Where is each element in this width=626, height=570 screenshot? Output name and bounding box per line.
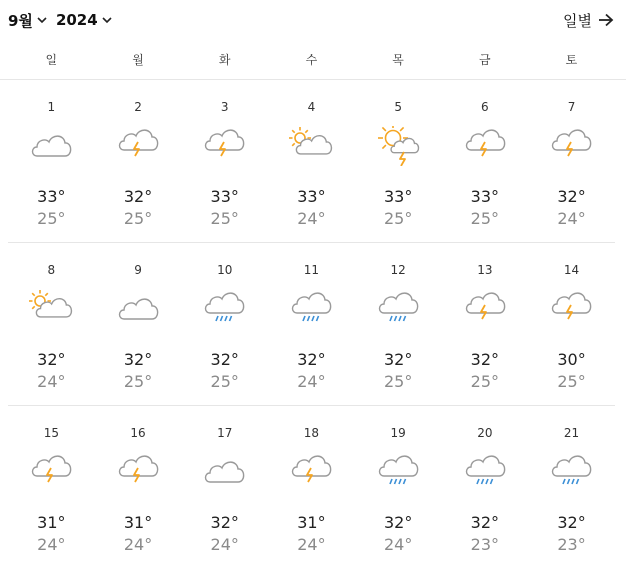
thunder-icon — [116, 452, 160, 492]
low-temp: 25° — [470, 209, 500, 228]
daily-view-link[interactable] — [563, 8, 614, 32]
day-number: 21 — [563, 426, 580, 440]
weekday-thu: 목 — [392, 53, 404, 67]
high-temp: 32° — [470, 513, 500, 532]
low-temp: 24° — [123, 535, 153, 554]
high-temp: 32° — [557, 187, 586, 206]
low-temp: 24° — [37, 535, 66, 554]
cloudy-icon — [202, 452, 246, 492]
high-temp: 32° — [210, 350, 239, 369]
high-temp: 33° — [383, 187, 413, 206]
day-cell[interactable] — [528, 82, 615, 244]
high-temp: 33° — [210, 187, 239, 206]
cloudy-icon — [29, 126, 73, 166]
high-temp: 33° — [297, 187, 326, 206]
day-cell[interactable] — [268, 408, 355, 570]
low-temp: 24° — [557, 209, 586, 228]
year-dropdown[interactable] — [56, 11, 121, 29]
high-temp: 31° — [123, 513, 153, 532]
high-temp: 33° — [37, 187, 66, 206]
low-temp: 24° — [37, 372, 66, 391]
day-number: 13 — [477, 263, 493, 277]
daily-view-label: 일별 — [563, 11, 592, 30]
week-row — [8, 82, 615, 244]
high-temp: 32° — [37, 350, 66, 369]
day-cell[interactable] — [442, 408, 529, 570]
weekday-sun: 일 — [45, 53, 58, 67]
thunder-icon — [29, 452, 73, 492]
thunder-icon — [116, 126, 160, 166]
high-temp: 31° — [297, 513, 326, 532]
weekday-sat: 토 — [565, 53, 578, 67]
day-cell[interactable] — [95, 245, 182, 407]
low-temp: 23° — [557, 535, 586, 554]
rain-icon — [376, 289, 420, 329]
rain-icon — [463, 452, 507, 492]
month-year-selector — [8, 8, 121, 32]
day-number: 6 — [481, 100, 489, 114]
weekday-mon: 월 — [132, 53, 144, 67]
day-cell[interactable] — [95, 408, 182, 570]
thunder-icon — [463, 126, 507, 166]
thunder-icon — [202, 126, 246, 166]
day-cell[interactable] — [181, 82, 268, 244]
high-temp: 32° — [470, 350, 500, 369]
low-temp: 25° — [383, 372, 413, 391]
week-row — [8, 245, 615, 407]
rain-icon — [202, 289, 246, 329]
low-temp: 25° — [123, 209, 153, 228]
high-temp: 32° — [210, 513, 239, 532]
chevron-down-icon — [36, 14, 48, 26]
header-divider — [0, 79, 626, 80]
week-row — [8, 408, 615, 570]
low-temp: 24° — [297, 372, 326, 391]
high-temp: 32° — [123, 350, 153, 369]
low-temp: 24° — [297, 535, 326, 554]
low-temp: 24° — [210, 535, 239, 554]
high-temp: 33° — [470, 187, 500, 206]
day-number: 12 — [390, 263, 406, 277]
day-cell[interactable] — [8, 82, 95, 244]
day-number: 20 — [477, 426, 493, 440]
day-number: 16 — [130, 426, 146, 440]
high-temp: 31° — [37, 513, 66, 532]
low-temp: 25° — [210, 372, 239, 391]
low-temp: 25° — [557, 372, 586, 391]
low-temp: 23° — [470, 535, 500, 554]
low-temp: 24° — [383, 535, 413, 554]
high-temp: 32° — [297, 350, 326, 369]
day-number: 8 — [47, 263, 56, 277]
day-number: 18 — [303, 426, 320, 440]
sun-thunder-icon — [376, 126, 420, 166]
day-number: 5 — [394, 100, 402, 114]
day-number: 10 — [217, 263, 233, 277]
day-cell[interactable] — [268, 82, 355, 244]
day-number: 7 — [567, 100, 576, 114]
high-temp: 30° — [557, 350, 586, 369]
arrow-right-icon — [598, 13, 614, 27]
rain-icon — [289, 289, 333, 329]
weekday-header-row — [8, 46, 615, 74]
day-cell[interactable] — [8, 408, 95, 570]
day-number: 9 — [134, 263, 142, 277]
day-number: 19 — [390, 426, 406, 440]
low-temp: 24° — [297, 209, 326, 228]
low-temp: 25° — [37, 209, 66, 228]
day-number: 17 — [217, 426, 233, 440]
day-cell[interactable] — [528, 408, 615, 570]
day-number: 4 — [307, 100, 316, 114]
day-cell[interactable] — [95, 82, 182, 244]
low-temp: 25° — [123, 372, 153, 391]
year-label: 2024 — [55, 11, 98, 29]
day-number: 15 — [43, 426, 59, 440]
day-cell[interactable] — [181, 408, 268, 570]
week-divider — [8, 405, 615, 406]
month-dropdown[interactable] — [8, 10, 56, 31]
day-cell[interactable] — [355, 245, 442, 407]
cloudy-icon — [116, 289, 160, 329]
rain-icon — [376, 452, 420, 492]
chevron-down-icon — [101, 14, 113, 26]
low-temp: 25° — [383, 209, 413, 228]
partly-cloudy-icon — [289, 126, 333, 166]
day-cell[interactable] — [181, 245, 268, 407]
day-cell[interactable] — [8, 245, 95, 407]
day-number: 3 — [220, 100, 229, 114]
weekday-wed: 수 — [305, 53, 318, 67]
day-cell[interactable] — [528, 245, 615, 407]
low-temp: 25° — [210, 209, 239, 228]
high-temp: 32° — [383, 350, 413, 369]
thunder-icon — [549, 289, 593, 329]
high-temp: 32° — [123, 187, 153, 206]
thunder-icon — [549, 126, 593, 166]
day-number: 11 — [303, 263, 320, 277]
day-cell[interactable] — [355, 408, 442, 570]
day-number: 2 — [134, 100, 142, 114]
thunder-icon — [463, 289, 507, 329]
partly-cloudy-icon — [29, 289, 73, 329]
thunder-icon — [289, 452, 333, 492]
high-temp: 32° — [557, 513, 586, 532]
day-cell[interactable] — [268, 245, 355, 407]
day-number: 1 — [47, 100, 56, 114]
day-cell[interactable] — [442, 82, 529, 244]
low-temp: 25° — [470, 372, 500, 391]
high-temp: 32° — [383, 513, 413, 532]
weekday-tue: 화 — [218, 53, 231, 67]
week-divider — [8, 242, 615, 243]
day-cell[interactable] — [355, 82, 442, 244]
weekday-fri: 금 — [478, 53, 491, 67]
calendar-header — [0, 0, 626, 40]
day-number: 14 — [563, 263, 580, 277]
rain-icon — [549, 452, 593, 492]
month-label: 9월 — [8, 11, 33, 30]
day-cell[interactable] — [442, 245, 529, 407]
